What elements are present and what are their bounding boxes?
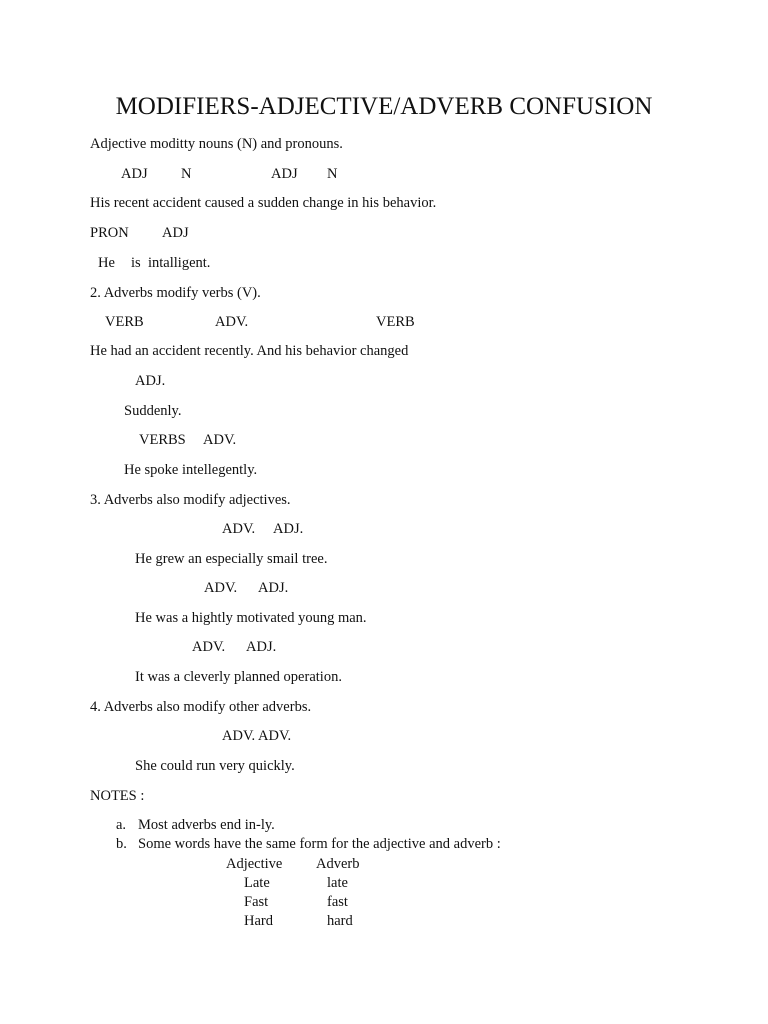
section3-example-sentence: He grew an especially smail tree.	[135, 551, 328, 567]
note-item: Most adverbs end in-ly.	[138, 817, 275, 833]
page-title: MODIFIERS-ADJECTIVE/ADVERB CONFUSION	[115, 93, 653, 120]
section2-sentence2: He spoke intellegently.	[124, 462, 258, 478]
section3-heading: 3. Adverbs also modify adjectives.	[90, 492, 291, 508]
list-marker: b.	[116, 836, 127, 852]
sentence-word: is	[131, 255, 141, 271]
sentence-word: intalligent.	[148, 255, 211, 271]
table-header-adjective: Adjective	[226, 856, 283, 872]
section1-intro: Adjective moditty nouns (N) and pronouns.	[90, 136, 343, 152]
label-verb: VERB	[376, 314, 415, 330]
label-adv: ADV.	[222, 521, 256, 537]
table-cell-adjective: Late	[244, 875, 270, 891]
label-adj: ADJ	[162, 225, 189, 241]
table-cell-adjective: Fast	[244, 894, 269, 910]
label-verbs: VERBS	[139, 432, 186, 448]
section3-example-sentence: He was a hightly motivated young man.	[135, 610, 367, 626]
label-n: N	[181, 166, 192, 182]
label-adj: ADJ.	[258, 580, 289, 596]
table-cell-adverb: late	[327, 875, 348, 891]
table-header-adverb: Adverb	[316, 856, 360, 872]
notes-heading: NOTES :	[90, 788, 145, 804]
section4-sentence: She could run very quickly.	[135, 758, 295, 774]
label-pron: PRON	[90, 225, 129, 241]
label-adv: ADV.	[192, 639, 226, 655]
label-adv-adv: ADV. ADV.	[222, 728, 292, 744]
sentence-word: He	[98, 255, 115, 271]
word-suddenly: Suddenly.	[124, 403, 182, 419]
label-adj: ADJ.	[246, 639, 277, 655]
section4-heading: 4. Adverbs also modify other adverbs.	[90, 699, 312, 715]
label-adv: ADV.	[204, 580, 238, 596]
section2-sentence1: He had an accident recently. And his behavior changed	[90, 343, 409, 359]
label-adj: ADJ	[121, 166, 148, 182]
label-n: N	[327, 166, 338, 182]
label-verb: VERB	[105, 314, 144, 330]
label-adv: ADV.	[215, 314, 249, 330]
label-adv: ADV.	[203, 432, 237, 448]
label-adj: ADJ.	[273, 521, 304, 537]
table-cell-adverb: fast	[327, 894, 348, 910]
table-cell-adjective: Hard	[244, 913, 273, 929]
list-marker: a.	[116, 817, 127, 833]
section1-sentence1: His recent accident caused a sudden change in his behavior.	[90, 195, 437, 211]
section3-example-sentence: It was a cleverly planned operation.	[135, 669, 342, 685]
label-adj: ADJ.	[135, 373, 166, 389]
section2-heading: 2. Adverbs modify verbs (V).	[90, 285, 261, 301]
table-cell-adverb: hard	[327, 913, 353, 929]
note-item: Some words have the same form for the adjective and adverb :	[138, 836, 501, 852]
label-adj: ADJ	[271, 166, 298, 182]
